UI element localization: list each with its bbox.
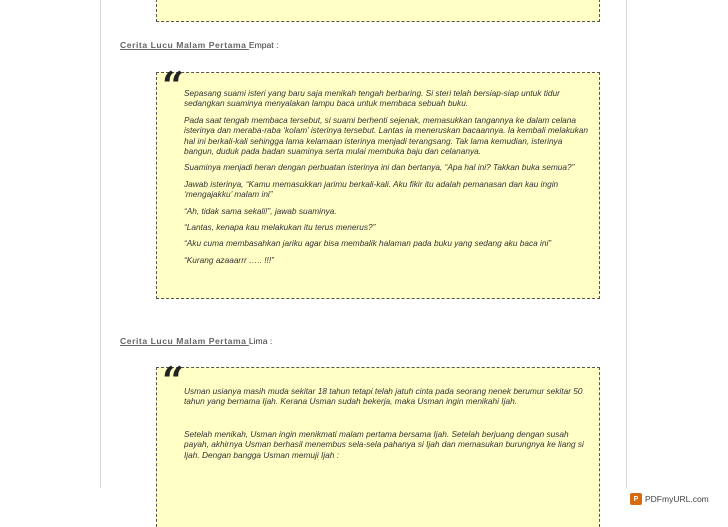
heading-suffix-1: Empat : bbox=[248, 40, 279, 50]
pdfmyurl-logo-icon: P bbox=[630, 493, 642, 505]
story-text-2 bbox=[184, 386, 589, 466]
paragraph: “Kurang azaaarrr ….. !!!” bbox=[184, 254, 274, 265]
paragraph: “Ah, tidak sama sekali!”, jawab suaminya. bbox=[184, 205, 337, 216]
section-heading-1 bbox=[120, 39, 278, 51]
story-quote-box-1 bbox=[156, 63, 600, 299]
paragraph: Suaminya menjadi heran dengan perbuatan isterinya ini dan bertanya, “Apa hal ini? Takkan buka semua?” bbox=[184, 162, 575, 173]
quote-mark-icon: “ bbox=[162, 63, 184, 108]
story-text-1 bbox=[184, 88, 589, 271]
paragraph: Setelah menikah, Usman ingin menikmati malam pertama bersama Ijah. Setelah berjuang dengan susah payah, akhirnya Usman berhasil menembus sela-sela pahanya si Ijah dan memasukan burungnya ke liang si Ijah. Dengan bangga Usman memuji Ijah : bbox=[184, 428, 584, 460]
pdfmyurl-link-text[interactable]: PDFmyURL.com bbox=[645, 494, 709, 504]
paragraph: “Lantas, kenapa kau melakukan itu terus menerus?” bbox=[184, 222, 376, 233]
story-quote-box-2 bbox=[156, 358, 600, 527]
quote-mark-icon: “ bbox=[162, 358, 184, 403]
paragraph: Jawab isterinya, “Kamu memasukkan jarimu berkali-kali. Aku fikir itu adalah pemanasan dan kau ingin ‘mengajakku’ malam ini” bbox=[184, 178, 559, 200]
previous-quote-box bbox=[156, 0, 600, 22]
paragraph: Pada saat tengah membaca tersebut, si suami berhenti sejenak, memasukkan tangannya ke dalam celana isterinya dan meraba-raba ‘kolam’ isterinya tersebut. Lantas ia meneruskan bacaannya. Ia kembali melakukan hal ini berkali-kali sehingga lama kelamaan isterinya menjadi terangsang. Tak lama kemudian, isterinya bangun, duduk pada badan suaminya serta mulai membuka baju dan celananya. bbox=[184, 114, 588, 157]
story-title-link-2[interactable]: Cerita Lucu Malam Pertama bbox=[120, 336, 247, 346]
heading-suffix-2: Lima : bbox=[248, 336, 273, 346]
page-border-right bbox=[626, 0, 627, 488]
page-border-left bbox=[100, 0, 101, 488]
section-heading-2 bbox=[120, 335, 272, 347]
story-title-link-1[interactable]: Cerita Lucu Malam Pertama bbox=[120, 40, 247, 50]
paragraph: Sepasang suami isteri yang baru saja menikah tengah berbaring. Si steri telah bersiap-siap untuk tidur sedangkan suaminya menyalakan lampu baca untuk membaca sebuah buku. bbox=[184, 88, 560, 109]
paragraph: Usman usianya masih muda sekitar 18 tahun tetapi telah jatuh cinta pada seorang nenek berumur sekitar 50 tahun yang bernama Ijah. Kerana Usman sudah bekerja, maka Usman ingin menikahi Ijah. bbox=[184, 386, 583, 407]
pdfmyurl-badge[interactable] bbox=[630, 492, 709, 506]
paragraph: “Aku cuma membasahkan jariku agar bisa membalik halaman pada buku yang sedang aku baca ini” bbox=[184, 238, 552, 249]
